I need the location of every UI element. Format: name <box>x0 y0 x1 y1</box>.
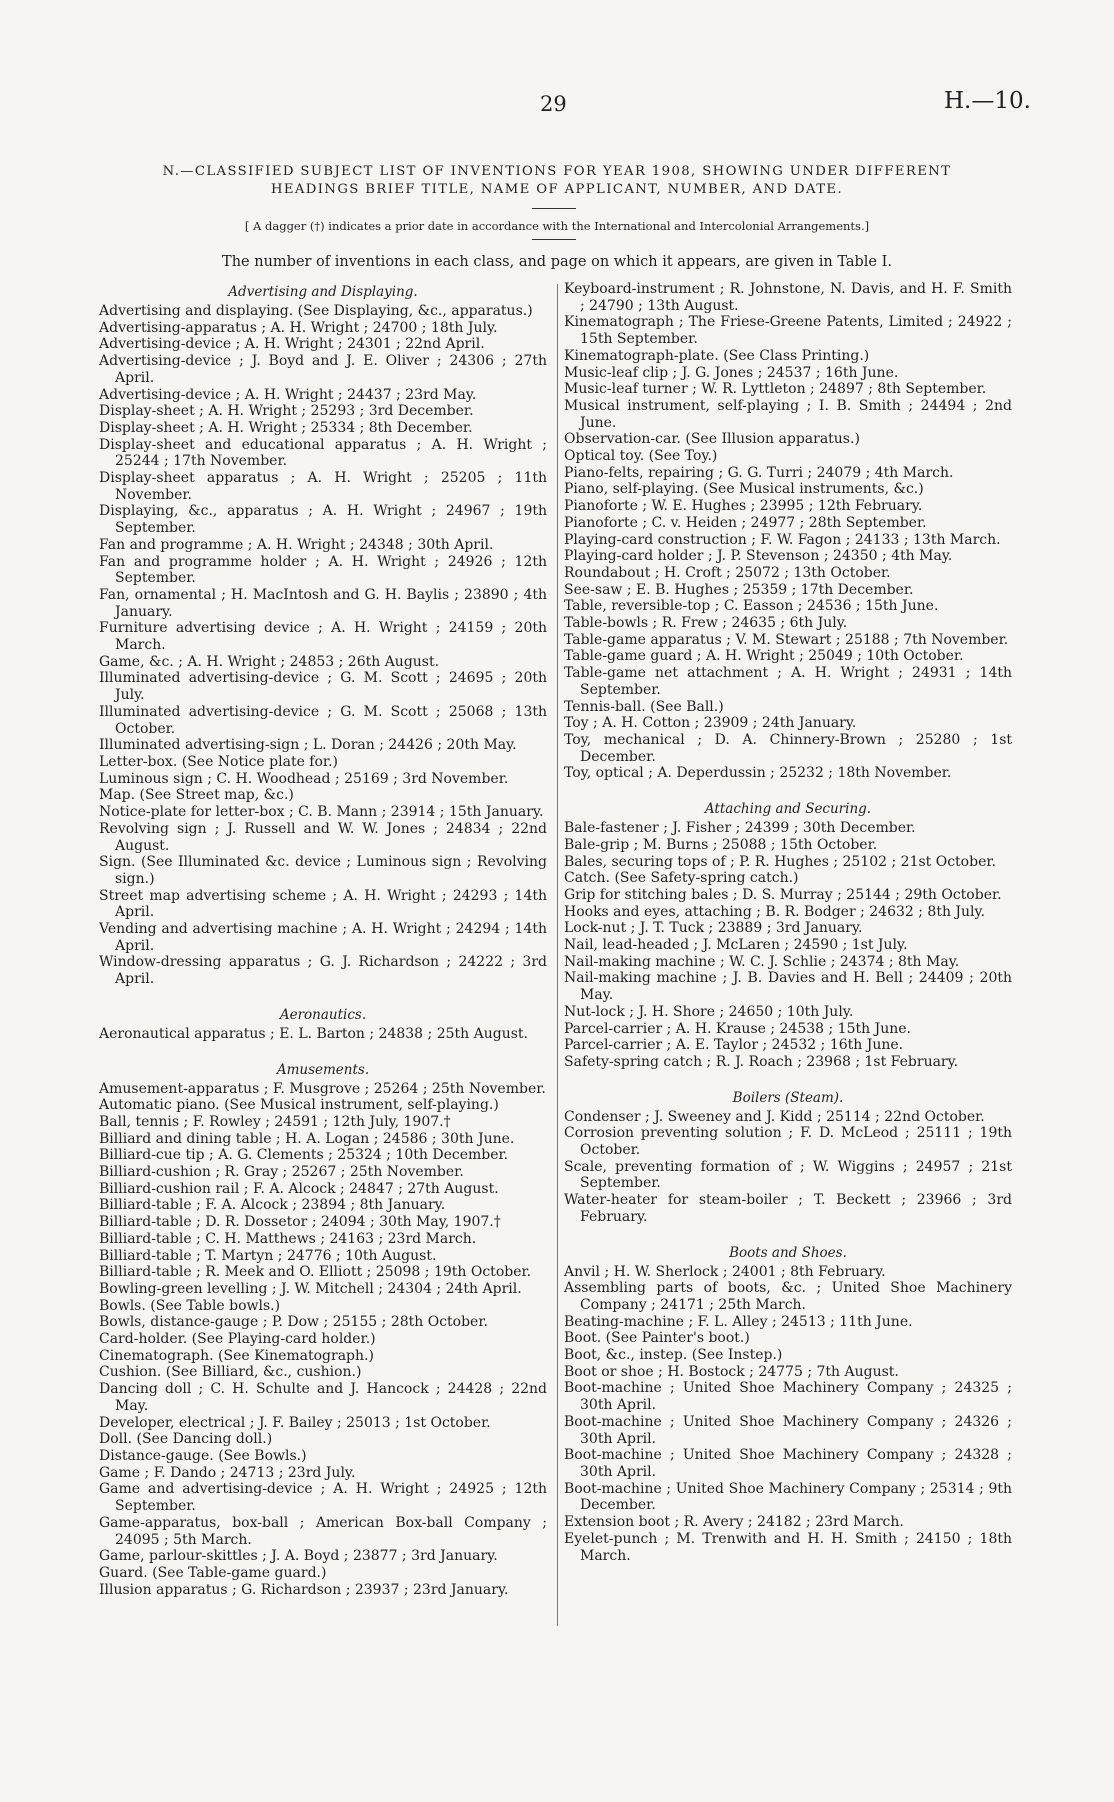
entry: Distance-gauge. (See Bowls.) <box>99 1448 307 1464</box>
entry: Billiard-cue tip ; A. G. Clements ; 25324 ; 10th December. <box>99 1147 509 1164</box>
entry: Display-sheet apparatus ; A. H. Wright ; 25205 ; 11th November. <box>99 470 547 503</box>
section <box>564 281 1012 782</box>
entry: Letter-box. (See Notice plate for.) <box>99 753 338 770</box>
entry: Nail-making machine ; J. B. Davies and H. Bell ; 24409 ; 20th May. <box>564 970 1012 1004</box>
page-number: 29 <box>540 92 567 116</box>
entry: Table-game guard ; A. H. Wright ; 25049 ; 10th October. <box>564 648 964 665</box>
entry: Sign. (See Illuminated &c. device ; Luminous sign ; Revolving sign.) <box>99 854 547 887</box>
section-heading: Boots and Shoes. <box>729 1244 847 1261</box>
dagger-note: [ A dagger (†) indicates a prior date in accordance with the International and Intercolonial Arrangements.] <box>244 219 870 233</box>
entry: Game, parlour-skittles ; J. A. Boyd ; 23877 ; 3rd January. <box>99 1548 498 1565</box>
entry: Display-sheet and educational apparatus ; A. H. Wright ; 25244 ; 17th November. <box>99 436 547 470</box>
entry: Notice-plate for letter-box ; C. B. Mann ; 23914 ; 15th January. <box>99 804 544 821</box>
entry: Pianoforte ; W. E. Hughes ; 23995 ; 12th February. <box>564 498 923 515</box>
entry-list <box>99 1081 547 1599</box>
entry: Developer, electrical ; J. F. Bailey ; 25013 ; 1st October. <box>99 1414 491 1431</box>
entry: Cinematograph. (See Kinematograph.) <box>99 1347 374 1364</box>
left-column <box>99 281 547 1598</box>
column-divider <box>557 284 558 1626</box>
entry-list <box>99 303 547 988</box>
section-gap <box>99 988 547 1004</box>
entry: Observation-car. (See Illusion apparatus.) <box>564 431 860 448</box>
section <box>564 1071 1012 1226</box>
entry: Table, reversible-top ; C. Easson ; 24536 ; 15th June. <box>564 598 939 615</box>
entry: Eyelet-punch ; M. Trenwith and H. H. Smith ; 24150 ; 18th March. <box>564 1530 1012 1564</box>
entry-list <box>564 281 1012 782</box>
entry: Table-game net attachment ; A. H. Wright ; 24931 ; 14th September. <box>564 665 1012 698</box>
section-heading: Amusements. <box>276 1061 370 1078</box>
entry: Vending and advertising machine ; A. H. Wright ; 24294 ; 14th April. <box>99 921 547 954</box>
entry: Billiard-table ; R. Meek and O. Elliott ; 25098 ; 19th October. <box>99 1264 532 1281</box>
entry: Advertising-apparatus ; A. H. Wright ; 24700 ; 18th July. <box>99 319 498 336</box>
entry: Kinematograph ; The Friese-Greene Patents, Limited ; 24922 ; 15th September. <box>564 314 1012 348</box>
entry: Game-apparatus, box-ball ; American Box-ball Company ; 24095 ; 5th March. <box>99 1514 547 1548</box>
section-heading: Aeronautics. <box>279 1006 367 1023</box>
page-title-line-1: N.—CLASSIFIED SUBJECT LIST OF INVENTIONS FOR YEAR 1908, SHOWING UNDER DIFFERENT <box>162 164 952 179</box>
entry: Lock-nut ; J. T. Tuck ; 23889 ; 3rd January. <box>564 920 863 937</box>
entry: Parcel-carrier ; A. E. Taylor ; 24532 ; 16th June. <box>564 1037 904 1054</box>
entry: Keyboard-instrument ; R. Johnstone, N. Davis, and H. F. Smith ; 24790 ; 13th August. <box>564 281 1012 314</box>
entry: Ball, tennis ; F. Rowley ; 24591 ; 12th July, 1907.† <box>99 1113 451 1130</box>
entry: Bale-fastener ; J. Fisher ; 24399 ; 30th December. <box>564 820 916 837</box>
entry: Game ; F. Dando ; 24713 ; 23rd July. <box>99 1464 356 1481</box>
entry: Table-game apparatus ; V. M. Stewart ; 25188 ; 7th November. <box>564 631 1009 648</box>
entry-list <box>564 820 1012 1071</box>
entry: Scale, preventing formation of ; W. Wiggins ; 24957 ; 21st September. <box>564 1158 1012 1192</box>
entry: Musical instrument, self-playing ; I. B. Smith ; 24494 ; 2nd June. <box>564 397 1012 431</box>
entry: Boot. (See Painter's boot.) <box>564 1330 750 1347</box>
entry: Bowls. (See Table bowls.) <box>99 1297 281 1314</box>
entry: Game and advertising-device ; A. H. Wright ; 24925 ; 12th September. <box>99 1481 547 1515</box>
entry: Fan, ornamental ; H. MacIntosh and G. H. Baylis ; 23890 ; 4th January. <box>99 586 547 620</box>
entry: Furniture advertising device ; A. H. Wright ; 24159 ; 20th March. <box>99 620 547 654</box>
entry: Billiard and dining table ; H. A. Logan ; 24586 ; 30th June. <box>99 1130 515 1147</box>
entry: Bowling-green levelling ; J. W. Mitchell ; 24304 ; 24th April. <box>99 1280 522 1297</box>
entry: Display-sheet ; A. H. Wright ; 25334 ; 8th December. <box>99 419 473 436</box>
entry: Piano-felts, repairing ; G. G. Turri ; 24079 ; 4th March. <box>564 464 954 481</box>
entry: Kinematograph-plate. (See Class Printing.) <box>564 347 870 364</box>
entry: Advertising-device ; A. H. Wright ; 24437 ; 23rd May. <box>99 386 477 403</box>
entry: Catch. (See Safety-spring catch.) <box>564 870 799 887</box>
entry: Table-bowls ; R. Frew ; 24635 ; 6th July. <box>564 615 848 632</box>
entry: Illuminated advertising-sign ; L. Doran ; 24426 ; 20th May. <box>99 737 517 754</box>
entry: Water-heater for steam-boiler ; T. Beckett ; 23966 ; 3rd February. <box>564 1192 1012 1225</box>
entry: Condenser ; J. Sweeney and J. Kidd ; 25114 ; 22nd October. <box>564 1108 985 1125</box>
entry: Game, &c. ; A. H. Wright ; 24853 ; 26th August. <box>99 653 440 670</box>
section <box>99 988 547 1043</box>
entry: Music-leaf turner ; W. R. Lyttleton ; 24897 ; 8th September. <box>564 381 987 398</box>
entry: Toy, mechanical ; D. A. Chinnery-Brown ; 25280 ; 1st December. <box>564 731 1012 765</box>
note-rule <box>532 239 576 240</box>
entry: Playing-card holder ; J. P. Stevenson ; 24350 ; 4th May. <box>564 548 953 565</box>
entry: Display-sheet ; A. H. Wright ; 25293 ; 3rd December. <box>99 403 474 420</box>
section-heading: Boilers (Steam). <box>732 1089 844 1106</box>
entry: Cushion. (See Billiard, &c., cushion.) <box>99 1364 362 1381</box>
section <box>99 281 547 988</box>
entry: Roundabout ; H. Croft ; 25072 ; 13th October. <box>564 564 891 581</box>
entry: Illuminated advertising-device ; G. M. Scott ; 25068 ; 13th October. <box>99 703 547 737</box>
entry: Window-dressing apparatus ; G. J. Richardson ; 24222 ; 3rd April. <box>99 954 547 988</box>
section-heading: Advertising and Displaying. <box>228 284 418 300</box>
entry-list <box>99 1026 547 1043</box>
entry: Extension boot ; R. Avery ; 24182 ; 23rd March. <box>564 1514 904 1531</box>
entry: Aeronautical apparatus ; E. L. Barton ; 24838 ; 25th August. <box>99 1025 528 1042</box>
entry: Pianoforte ; C. v. Heiden ; 24977 ; 28th September. <box>564 514 927 531</box>
entry: Billiard-cushion rail ; F. A. Alcock ; 24847 ; 27th August. <box>99 1180 499 1197</box>
entry: Card-holder. (See Playing-card holder.) <box>99 1331 376 1348</box>
entry: Revolving sign ; J. Russell and W. W. Jones ; 24834 ; 22nd August. <box>99 820 547 854</box>
section <box>564 1226 1012 1565</box>
entry: Guard. (See Table-game guard.) <box>99 1564 327 1581</box>
entry: Amusement-apparatus ; F. Musgrove ; 25264 ; 25th November. <box>99 1080 546 1097</box>
entry-list <box>564 1109 1012 1226</box>
entry: Billiard-table ; T. Martyn ; 24776 ; 10th August. <box>99 1247 437 1264</box>
entry: Boot-machine ; United Shoe Machinery Company ; 24326 ; 30th April. <box>564 1413 1012 1447</box>
entry: Map. (See Street map, &c.) <box>99 787 294 804</box>
entry: Parcel-carrier ; A. H. Krause ; 24538 ; 15th June. <box>564 1020 911 1037</box>
section <box>564 782 1012 1071</box>
entry: Advertising-device ; A. H. Wright ; 24301 ; 22nd April. <box>99 336 485 353</box>
entry: Boot-machine ; United Shoe Machinery Company ; 24328 ; 30th April. <box>564 1447 1012 1480</box>
entry: Bowls, distance-gauge ; P. Dow ; 25155 ; 28th October. <box>99 1314 488 1331</box>
entry-list <box>564 1264 1012 1565</box>
entry: Bale-grip ; M. Burns ; 25088 ; 15th October. <box>564 836 878 853</box>
page-code: H.—10. <box>944 88 1031 114</box>
entry: Piano, self-playing. (See Musical instruments, &c.) <box>564 481 924 498</box>
entry: Boot-machine ; United Shoe Machinery Company ; 24325 ; 30th April. <box>564 1380 1012 1414</box>
right-column <box>564 281 1012 1564</box>
entry: Nail-making machine ; W. C. J. Schlie ; 24374 ; 8th May. <box>564 953 960 970</box>
entry: Nail, lead-headed ; J. McLaren ; 24590 ; 1st July. <box>564 937 908 954</box>
entry: Boot-machine ; United Shoe Machinery Company ; 25314 ; 9th December. <box>564 1480 1012 1514</box>
entry: Billiard-table ; F. A. Alcock ; 23894 ; 8th January. <box>99 1197 446 1214</box>
entry: Grip for stitching bales ; D. S. Murray ; 25144 ; 29th October. <box>564 886 1002 903</box>
entry: Assembling parts of boots, &c. ; United Shoe Machinery Company ; 24171 ; 25th March. <box>564 1280 1012 1313</box>
entry: Street map advertising scheme ; A. H. Wright ; 24293 ; 14th April. <box>99 887 547 921</box>
entry: Doll. (See Dancing doll.) <box>99 1431 273 1448</box>
entry: Beating-machine ; F. L. Alley ; 24513 ; 11th June. <box>564 1313 913 1330</box>
section-gap <box>564 1071 1012 1087</box>
section-heading: Attaching and Securing. <box>704 801 872 818</box>
entry: Displaying, &c., apparatus ; A. H. Wright ; 24967 ; 19th September. <box>99 503 547 537</box>
section-gap <box>99 1043 547 1059</box>
entry: Safety-spring catch ; R. J. Roach ; 23968 ; 1st February. <box>564 1053 959 1070</box>
entry: Toy ; A. H. Cotton ; 23909 ; 24th January. <box>564 715 857 732</box>
entry: Boot or shoe ; H. Bostock ; 24775 ; 7th August. <box>564 1363 899 1380</box>
entry: Fan and programme ; A. H. Wright ; 24348 ; 30th April. <box>99 536 494 553</box>
entry: Anvil ; H. W. Sherlock ; 24001 ; 8th February. <box>564 1263 886 1280</box>
entry: Billiard-table ; D. R. Dossetor ; 24094 ; 30th May, 1907.† <box>99 1214 501 1231</box>
entry: Illusion apparatus ; G. Richardson ; 23937 ; 23rd January. <box>99 1581 509 1598</box>
entry: Music-leaf clip ; J. G. Jones ; 24537 ; 16th June. <box>564 364 899 381</box>
entry: Billiard-table ; C. H. Matthews ; 24163 ; 23rd March. <box>99 1230 477 1247</box>
entry: Nut-lock ; J. H. Shore ; 24650 ; 10th July. <box>564 1003 854 1020</box>
entry: Tennis-ball. (See Ball.) <box>564 698 724 715</box>
entry: Toy, optical ; A. Deperdussin ; 25232 ; 18th November. <box>564 765 952 782</box>
entry: Advertising-device ; J. Boyd and J. E. Oliver ; 24306 ; 27th April. <box>99 353 547 386</box>
entry: Bales, securing tops of ; P. R. Hughes ; 25102 ; 21st October. <box>564 853 996 870</box>
entry: Hooks and eyes, attaching ; B. R. Bodger ; 24632 ; 8th July. <box>564 903 986 920</box>
entry: Fan and programme holder ; A. H. Wright ; 24926 ; 12th September. <box>99 553 547 587</box>
entry: Optical toy. (See Toy.) <box>564 448 718 465</box>
entry: Corrosion preventing solution ; F. D. McLeod ; 25111 ; 19th October. <box>564 1125 1012 1159</box>
entry: Dancing doll ; C. H. Schulte and J. Hancock ; 24428 ; 22nd May. <box>99 1381 547 1414</box>
section-gap <box>564 1226 1012 1242</box>
entry: Playing-card construction ; F. W. Fagon ; 24133 ; 13th March. <box>564 531 1001 548</box>
section <box>99 1043 547 1599</box>
title-rule <box>532 208 576 209</box>
entry: Billiard-cushion ; R. Gray ; 25267 ; 25th November. <box>99 1164 464 1181</box>
entry: Illuminated advertising-device ; G. M. Scott ; 24695 ; 20th July. <box>99 670 547 704</box>
intro-text: The number of inventions in each class, and page on which it appears, are given in Table I. <box>222 254 892 270</box>
entry: See-saw ; E. B. Hughes ; 25359 ; 17th December. <box>564 581 914 598</box>
entry: Luminous sign ; C. H. Woodhead ; 25169 ; 3rd November. <box>99 770 509 787</box>
entry: Advertising and displaying. (See Displaying, &c., apparatus.) <box>99 303 533 319</box>
entry: Automatic piano. (See Musical instrument, self-playing.) <box>99 1097 499 1114</box>
section-gap <box>564 782 1012 798</box>
entry: Boot, &c., instep. (See Instep.) <box>564 1347 783 1364</box>
page-title-line-2: HEADINGS BRIEF TITLE, NAME OF APPLICANT, NUMBER, AND DATE. <box>270 182 844 197</box>
